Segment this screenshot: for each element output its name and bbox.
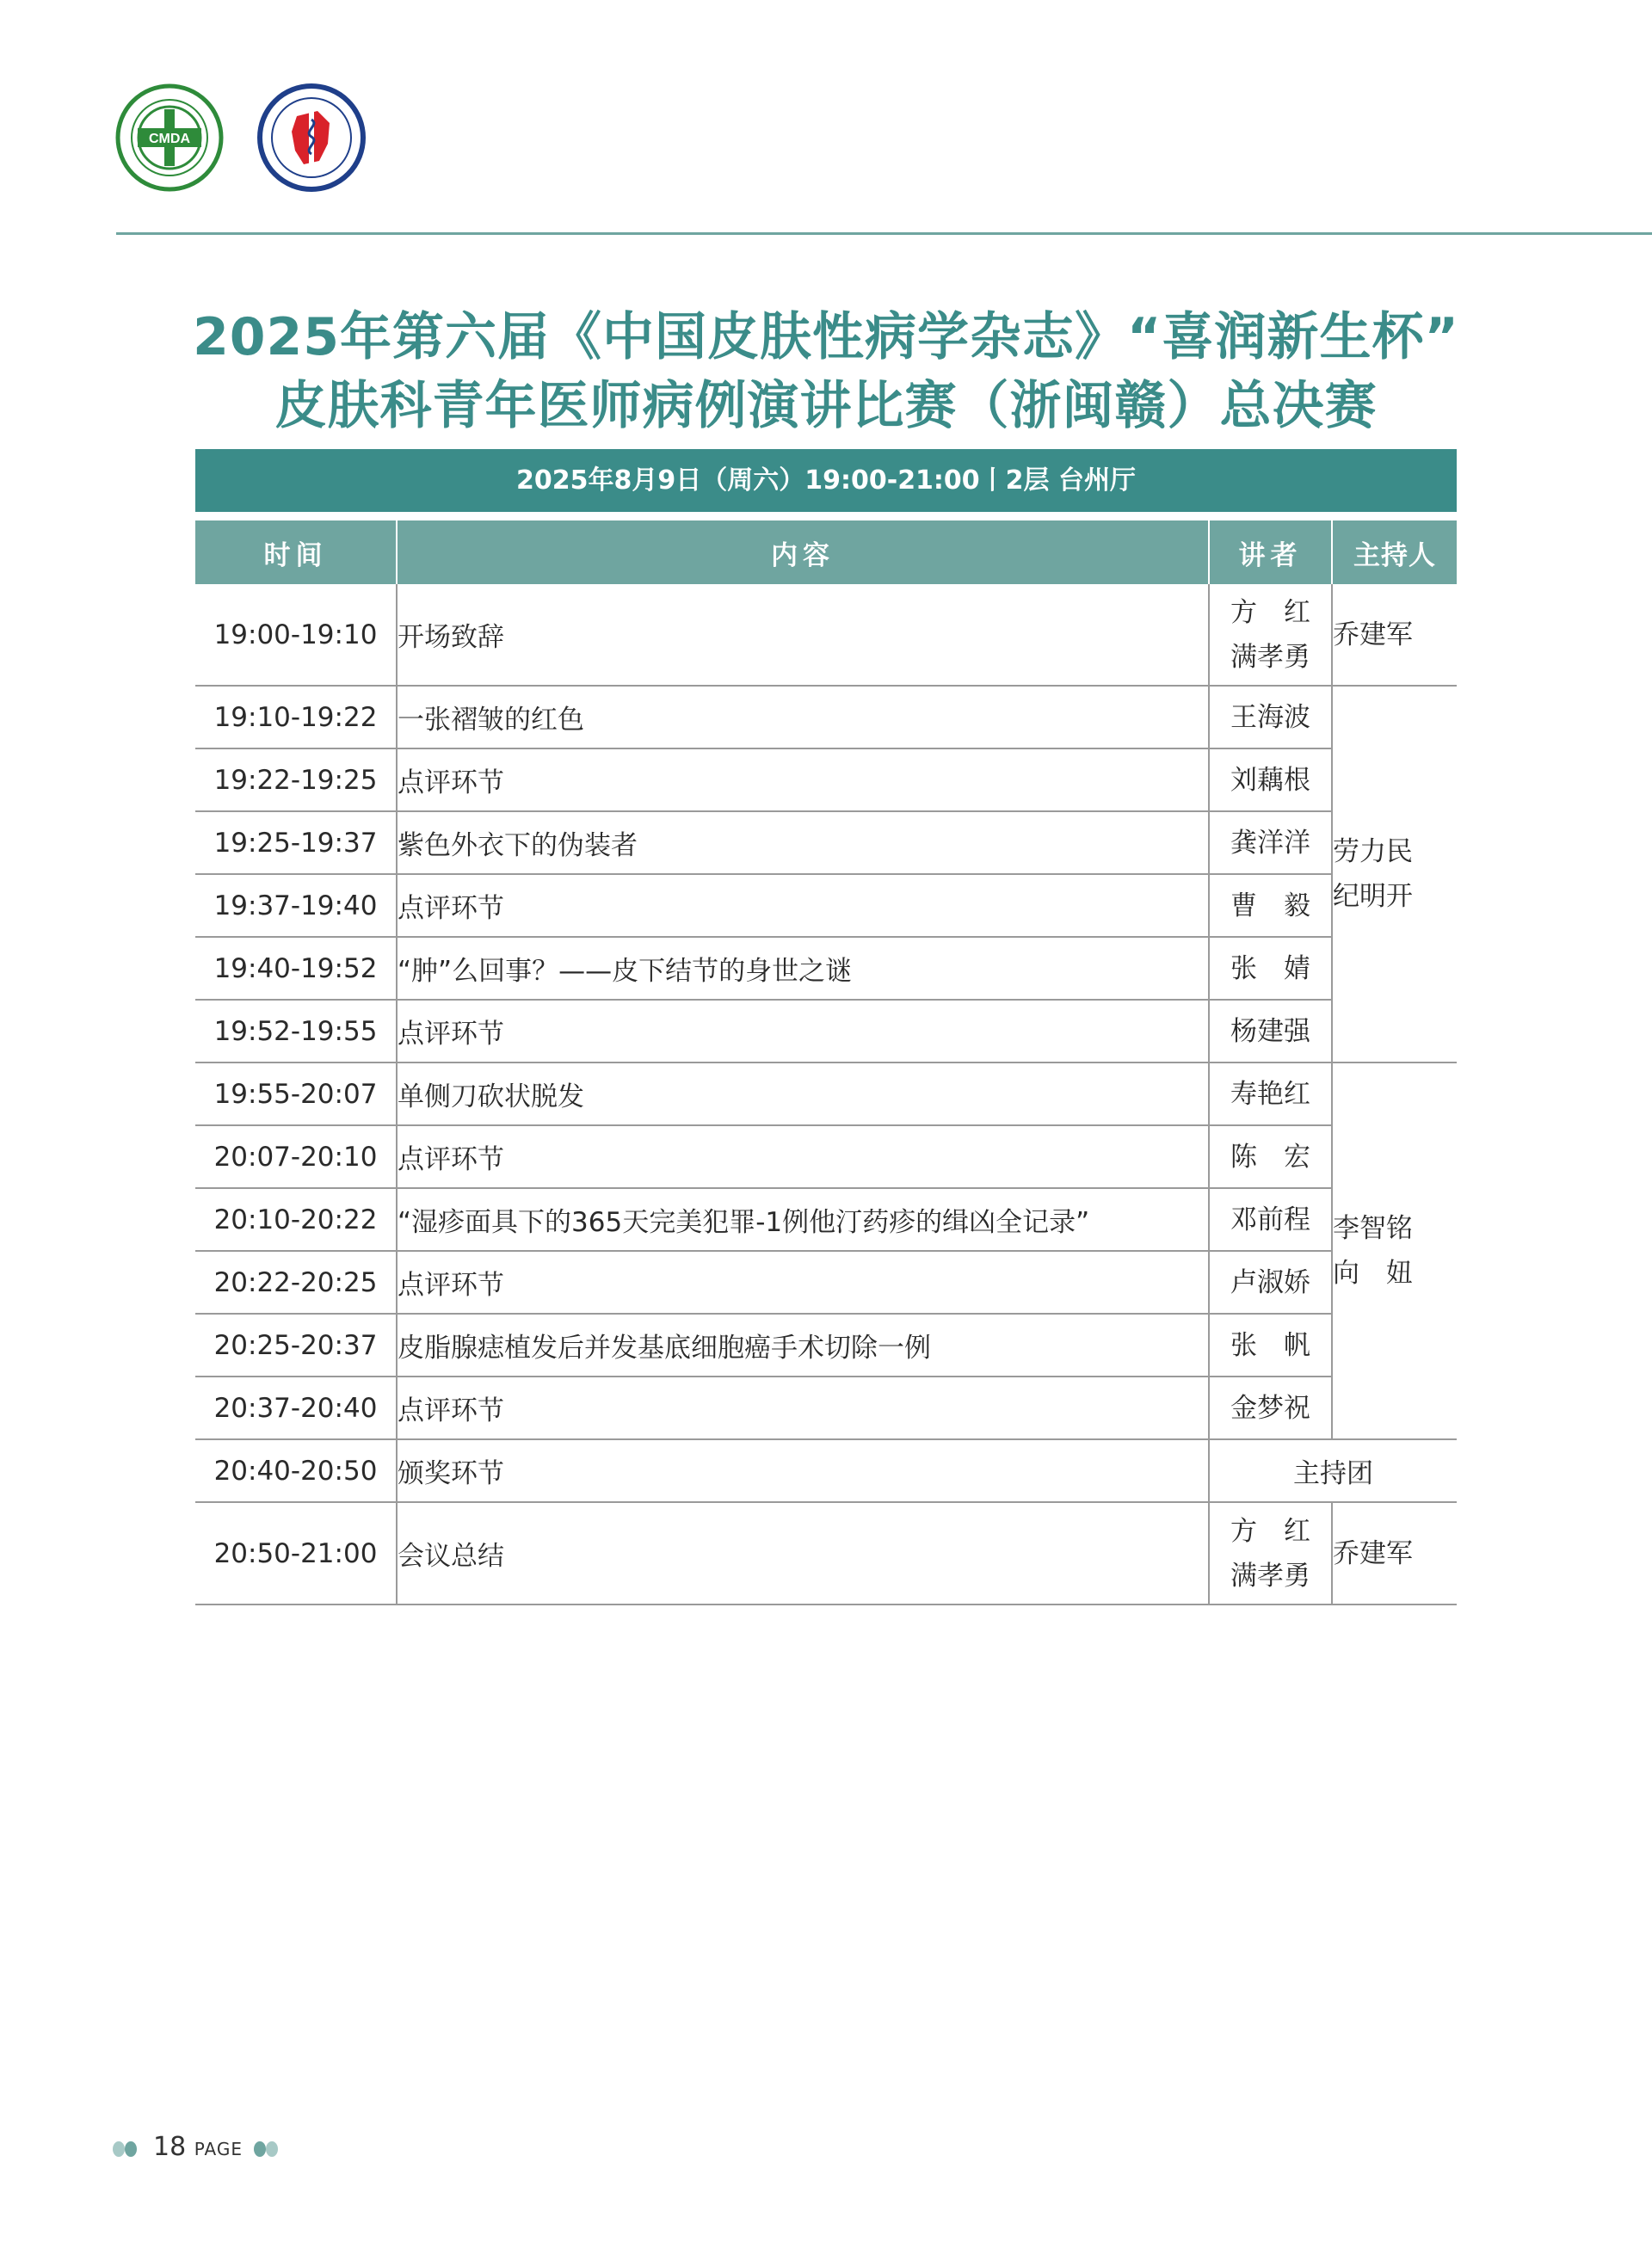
row-speaker [1209, 748, 1332, 811]
speaker-name: 刘藕根 [1230, 764, 1310, 796]
table-row [195, 584, 1457, 686]
row-speaker [1209, 1188, 1332, 1251]
row-content: 一张褶皱的红色 [397, 686, 1209, 748]
host-name: 乔建军 [1333, 1537, 1413, 1569]
speaker-name: 张 帆 [1230, 1329, 1310, 1361]
page-number: 18 PAGE [153, 2132, 243, 2162]
table-row [195, 937, 1457, 1000]
header-speaker: 讲者 [1209, 520, 1332, 584]
speaker-name: 方 红 [1230, 596, 1310, 628]
table-row [195, 1000, 1457, 1062]
row-speaker [1209, 584, 1332, 686]
speaker-name: 卢淑娇 [1230, 1266, 1310, 1298]
host-name: 向 妞 [1333, 1258, 1413, 1289]
row-content: 皮脂腺痣植发后并发基底细胞癌手术切除一例 [397, 1314, 1209, 1377]
header-rule [116, 232, 1652, 235]
row-host [1332, 686, 1457, 1062]
row-host [1332, 1062, 1457, 1439]
table-row [195, 1314, 1457, 1377]
host-name: 乔建军 [1333, 619, 1413, 650]
table-row [195, 1377, 1457, 1439]
row-time: 19:25-19:37 [195, 811, 397, 874]
zhejiang-medical-association-logo [256, 82, 367, 194]
session-banner: 2025年8月9日（周六）19:00-21:00丨2层 台州厅 [195, 449, 1457, 512]
row-speaker [1209, 1314, 1332, 1377]
row-speaker [1209, 1125, 1332, 1188]
host-name: 劳力民 [1333, 836, 1413, 867]
row-content: “肿”么回事？——皮下结节的身世之谜 [397, 937, 1209, 1000]
row-time: 20:37-20:40 [195, 1377, 397, 1439]
row-content: 点评环节 [397, 874, 1209, 937]
row-time: 19:37-19:40 [195, 874, 397, 937]
row-host [1332, 584, 1457, 686]
table-row [195, 811, 1457, 874]
row-time: 20:22-20:25 [195, 1251, 397, 1314]
row-content: “湿疹面具下的365天完美犯罪-1例他汀药疹的缉凶全记录” [397, 1188, 1209, 1251]
row-time: 19:10-19:22 [195, 686, 397, 748]
speaker-name: 陈 宏 [1230, 1141, 1310, 1173]
header-content: 内容 [397, 520, 1209, 584]
table-row [195, 1062, 1457, 1125]
table-row [195, 874, 1457, 937]
row-content: 点评环节 [397, 1377, 1209, 1439]
header-host: 主持人 [1332, 520, 1457, 584]
row-speaker [1209, 1000, 1332, 1062]
table-row [195, 1125, 1457, 1188]
row-time: 19:22-19:25 [195, 748, 397, 811]
row-content: 会议总结 [397, 1502, 1209, 1605]
row-host [1332, 1502, 1457, 1605]
table-header-row [195, 520, 1457, 584]
table-row [195, 748, 1457, 811]
row-speaker [1209, 1062, 1332, 1125]
row-time: 19:00-19:10 [195, 584, 397, 686]
speaker-name: 满孝勇 [1230, 1560, 1310, 1592]
speaker-name: 寿艳红 [1230, 1078, 1310, 1110]
schedule-table [195, 520, 1457, 1605]
row-time: 20:07-20:10 [195, 1125, 397, 1188]
row-content: 开场致辞 [397, 584, 1209, 686]
row-time: 20:10-20:22 [195, 1188, 397, 1251]
row-speaker [1209, 811, 1332, 874]
host-name: 李智铭 [1333, 1213, 1413, 1244]
table-row [195, 1188, 1457, 1251]
page-title-line1: 2025年第六届《中国皮肤性病学杂志》“喜润新生杯” [193, 307, 1459, 367]
row-speaker [1209, 686, 1332, 748]
row-time: 19:55-20:07 [195, 1062, 397, 1125]
row-time: 20:40-20:50 [195, 1439, 397, 1502]
row-speaker [1209, 1251, 1332, 1314]
page-decor-right-icon [251, 2140, 286, 2158]
row-content: 点评环节 [397, 1125, 1209, 1188]
row-speaker [1209, 874, 1332, 937]
speaker-name: 龚洋洋 [1230, 827, 1310, 859]
row-time: 20:50-21:00 [195, 1502, 397, 1605]
table-row [195, 1502, 1457, 1605]
cmda-logo [114, 82, 225, 194]
speaker-name: 满孝勇 [1230, 641, 1310, 673]
row-speaker [1209, 1377, 1332, 1439]
row-time: 19:52-19:55 [195, 1000, 397, 1062]
speaker-name: 杨建强 [1230, 1015, 1310, 1047]
speaker-name: 金梦祝 [1230, 1392, 1310, 1424]
table-row [195, 1439, 1457, 1502]
page-decor-left-icon [112, 2140, 146, 2158]
header-time: 时间 [195, 520, 397, 584]
speaker-name: 张 婧 [1230, 952, 1310, 984]
speaker-name: 王海波 [1230, 701, 1310, 733]
row-time: 20:25-20:37 [195, 1314, 397, 1377]
speaker-name: 曹 毅 [1230, 890, 1310, 921]
row-content: 点评环节 [397, 748, 1209, 811]
speaker-name: 邓前程 [1230, 1204, 1310, 1235]
row-content: 单侧刀砍状脱发 [397, 1062, 1209, 1125]
cmda-logo-text: CMDA [149, 132, 190, 146]
row-content: 紫色外衣下的伪装者 [397, 811, 1209, 874]
table-row [195, 686, 1457, 748]
row-time: 19:40-19:52 [195, 937, 397, 1000]
row-content: 点评环节 [397, 1251, 1209, 1314]
row-presiding-group: 主持团 [1209, 1439, 1457, 1502]
row-content: 点评环节 [397, 1000, 1209, 1062]
schedule-body [195, 584, 1457, 1605]
host-name: 纪明开 [1333, 881, 1413, 912]
row-speaker [1209, 1502, 1332, 1605]
page-title-line2: 皮肤科青年医师病例演讲比赛（浙闽赣）总决赛 [274, 376, 1378, 436]
row-speaker [1209, 937, 1332, 1000]
table-row [195, 1251, 1457, 1314]
row-content: 颁奖环节 [397, 1439, 1209, 1502]
speaker-name: 方 红 [1230, 1515, 1310, 1547]
